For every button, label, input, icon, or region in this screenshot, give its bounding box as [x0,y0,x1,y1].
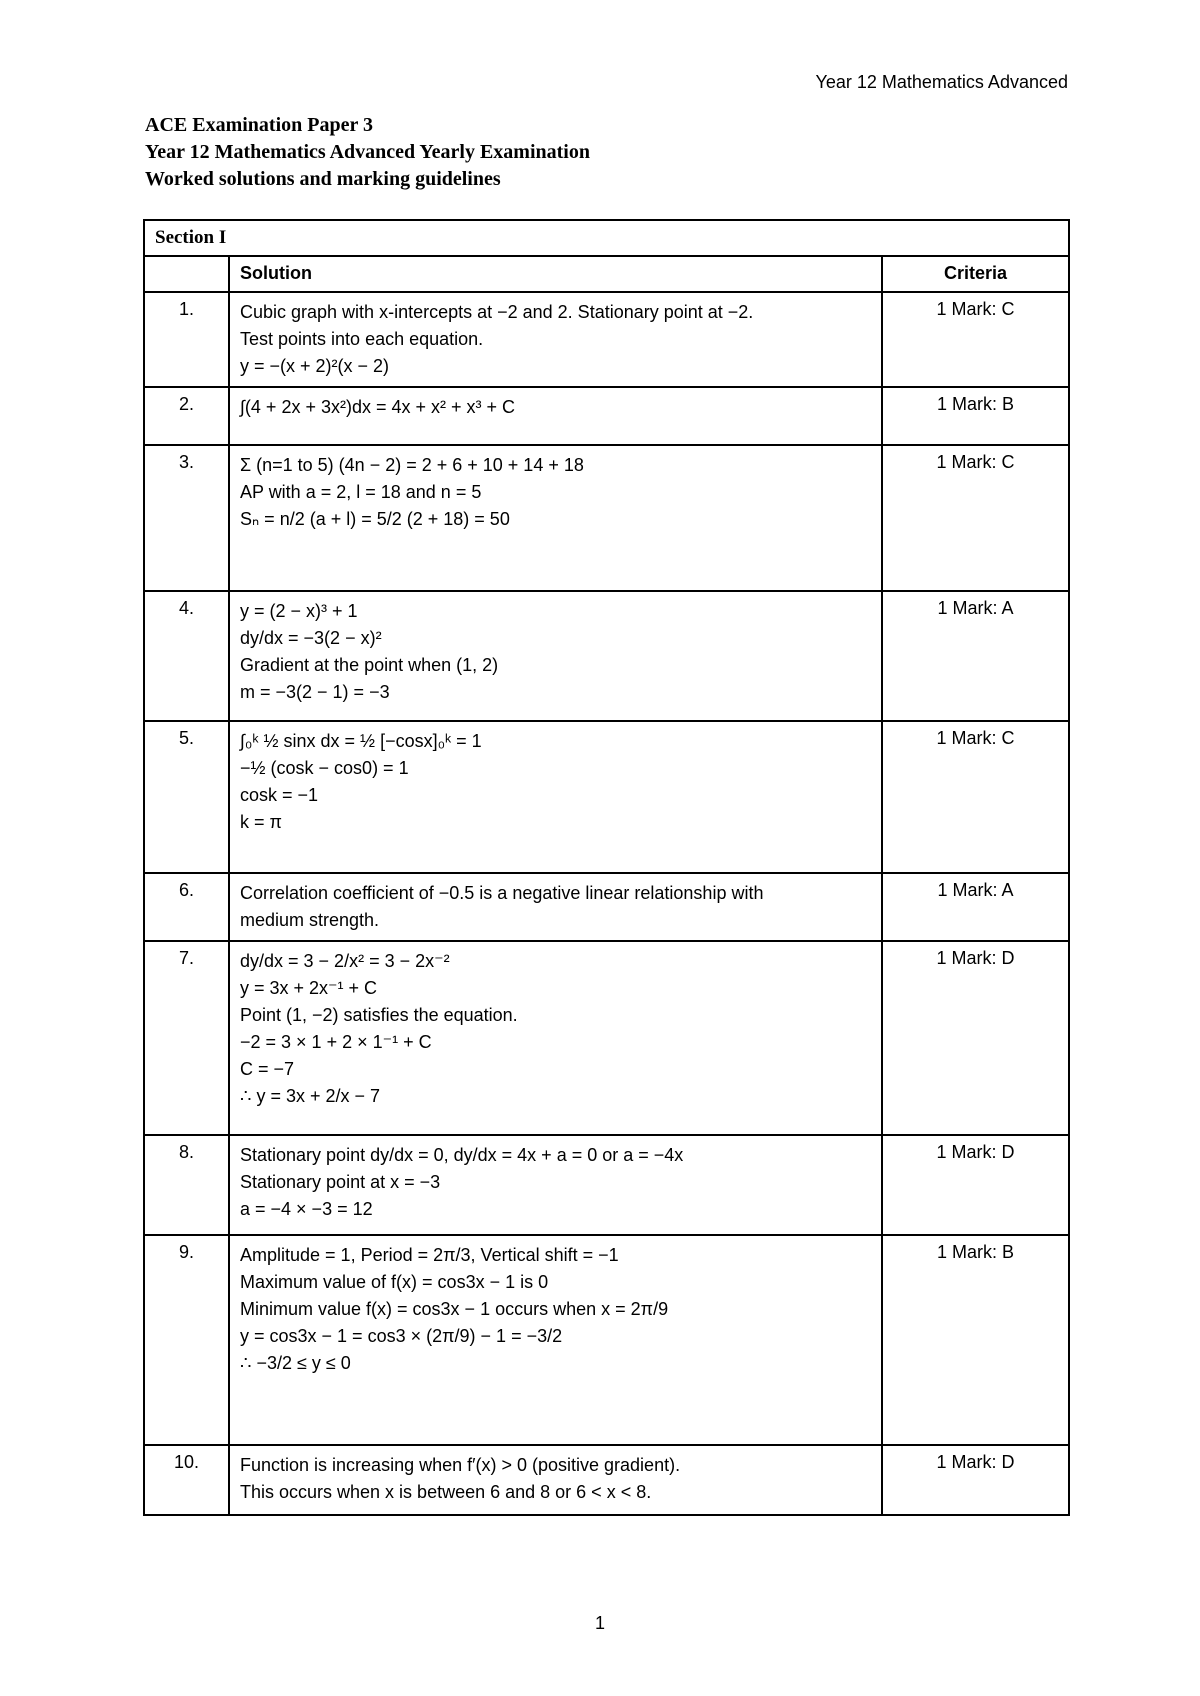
solution-cell [229,1445,882,1515]
solution-line: Function is increasing when f′(x) > 0 (positive gradient). [240,1455,681,1475]
solution-line: C = −7 [240,1059,295,1079]
solution-line: −½ (cosk − cos0) = 1 [240,758,409,778]
criteria-cell: 1 Mark: B [882,387,1069,445]
document-titles [145,112,590,193]
solution-line: Minimum value f(x) = cos3x − 1 occurs when x = 2π/9 [240,1299,669,1319]
solution-line: ∫(4 + 2x + 3x²)dx = 4x + x² + x³ + C [240,397,516,417]
solution-line: dy/dx = −3(2 − x)² [240,628,382,648]
table-row [144,873,1069,941]
solution-line: Σ (n=1 to 5) (4n − 2) = 2 + 6 + 10 + 14 + 18 [240,455,584,475]
section-label: Section I [144,220,1069,256]
criteria-cell: 1 Mark: D [882,941,1069,1135]
solution-line: ∴ y = 3x + 2/x − 7 [240,1086,381,1106]
solution-cell [229,445,882,591]
table-header-row [144,256,1069,292]
header-solution: Solution [229,256,882,292]
table-row [144,445,1069,591]
header-criteria: Criteria [882,256,1069,292]
running-header: Year 12 Mathematics Advanced [815,72,1068,92]
solution-cell [229,1235,882,1445]
criteria-cell: 1 Mark: D [882,1445,1069,1515]
table-row [144,941,1069,1135]
criteria-cell: 1 Mark: A [882,873,1069,941]
table-row [144,387,1069,445]
solution-line: m = −3(2 − 1) = −3 [240,682,390,702]
criteria-cell: 1 Mark: C [882,445,1069,591]
title-line-3: Worked solutions and marking guidelines [145,168,501,190]
question-number: 7. [144,941,229,1135]
solution-line: Amplitude = 1, Period = 2π/3, Vertical shift = −1 [240,1245,619,1265]
solution-cell [229,292,882,387]
solution-line: cosk = −1 [240,785,319,805]
criteria-cell: 1 Mark: B [882,1235,1069,1445]
solution-cell [229,941,882,1135]
solution-line: Point (1, −2) satisfies the equation. [240,1005,518,1025]
solution-line: ∴ −3/2 ≤ y ≤ 0 [240,1353,351,1373]
solution-line: Stationary point dy/dx = 0, dy/dx = 4x + a = 0 or a = −4x [240,1145,684,1165]
solution-line: Cubic graph with x-intercepts at −2 and 2. Stationary point at −2. [240,302,754,322]
title-line-1: ACE Examination Paper 3 [145,114,373,136]
solution-line: y = cos3x − 1 = cos3 × (2π/9) − 1 = −3/2 [240,1326,563,1346]
solution-line: Stationary point at x = −3 [240,1172,441,1192]
question-number: 5. [144,721,229,873]
solution-line: y = (2 − x)³ + 1 [240,601,358,621]
solutions-table [143,219,1070,1516]
solution-line: Maximum value of f(x) = cos3x − 1 is 0 [240,1272,549,1292]
question-number: 9. [144,1235,229,1445]
question-number: 6. [144,873,229,941]
solution-line: medium strength. [240,910,380,930]
solution-line: Sₙ = n/2 (a + l) = 5/2 (2 + 18) = 50 [240,509,510,529]
solution-cell [229,591,882,721]
title-line-2: Year 12 Mathematics Advanced Yearly Examination [145,141,590,163]
solution-cell [229,387,882,445]
table-row [144,1445,1069,1515]
solution-cell [229,873,882,941]
question-number: 2. [144,387,229,445]
solution-cell [229,1135,882,1235]
table-row [144,1235,1069,1445]
solution-cell [229,721,882,873]
solution-line: This occurs when x is between 6 and 8 or 6 < x < 8. [240,1482,652,1502]
table-row [144,721,1069,873]
question-number: 4. [144,591,229,721]
criteria-cell: 1 Mark: A [882,591,1069,721]
solution-line: Correlation coefficient of −0.5 is a negative linear relationship with [240,883,764,903]
solution-line: −2 = 3 × 1 + 2 × 1⁻¹ + C [240,1032,432,1052]
solution-line: a = −4 × −3 = 12 [240,1199,373,1219]
solution-line: AP with a = 2, l = 18 and n = 5 [240,482,482,502]
criteria-cell: 1 Mark: C [882,292,1069,387]
table-row [144,591,1069,721]
solution-line: k = π [240,812,282,832]
solution-line: y = −(x + 2)²(x − 2) [240,356,390,376]
header-number-cell [144,256,229,292]
solution-line: ∫₀ᵏ ½ sinx dx = ½ [−cosx]₀ᵏ = 1 [240,731,482,751]
page-number: 1 [594,1613,605,1633]
question-number: 3. [144,445,229,591]
table-row [144,292,1069,387]
solution-line: Test points into each equation. [240,329,484,349]
criteria-cell: 1 Mark: D [882,1135,1069,1235]
solution-line: dy/dx = 3 − 2/x² = 3 − 2x⁻² [240,951,450,971]
question-number: 8. [144,1135,229,1235]
question-number: 10. [144,1445,229,1515]
criteria-cell: 1 Mark: C [882,721,1069,873]
question-number: 1. [144,292,229,387]
solution-line: y = 3x + 2x⁻¹ + C [240,978,378,998]
solution-line: Gradient at the point when (1, 2) [240,655,499,675]
table-row [144,1135,1069,1235]
